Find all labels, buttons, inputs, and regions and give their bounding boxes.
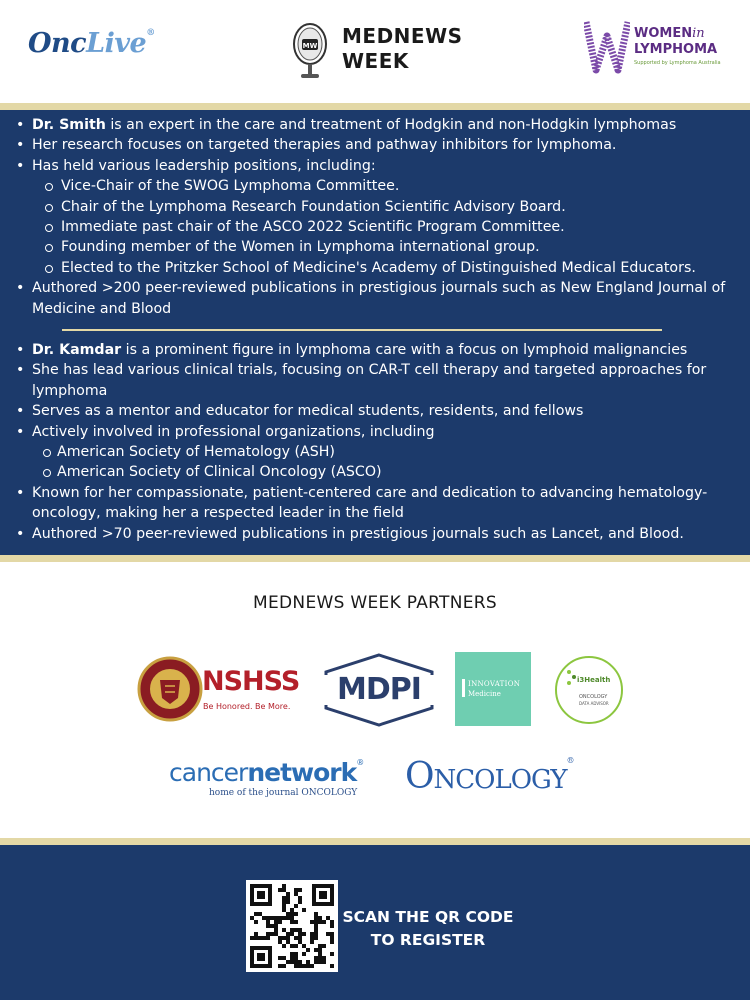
onclive-logo[interactable] — [28, 28, 155, 59]
smith-bullet-1 — [0, 115, 750, 135]
i3health-data-advisor: DATA ADVISOR — [579, 701, 609, 706]
mdpi-logo[interactable] — [322, 652, 436, 728]
cancer-network-subtitle: home of the journal ONCOLOGY — [209, 788, 358, 798]
cancer-network-reg: ® — [356, 758, 364, 767]
kamdar-bio-list — [0, 340, 750, 544]
kamdar-bullet-1-text: is a prominent figure in lymphoma care with a focus on lymphoid malignancies — [121, 342, 688, 358]
gold-divider-bottom — [0, 838, 750, 845]
smith-bio-list — [0, 115, 750, 319]
qr-code-icon[interactable] — [246, 880, 338, 972]
scan-line-1: SCAN THE QR CODE — [342, 908, 514, 926]
i3health-wordmark: i3Health — [577, 676, 611, 684]
cancer-word: cancer — [169, 758, 248, 787]
i3health-logo[interactable] — [555, 656, 623, 724]
network-word: network — [247, 758, 357, 787]
kamdar-name: Dr. Kamdar — [32, 342, 122, 358]
smith-bullet-1-text: is an expert in the care and treatment of Hodgkin and non-Hodgkin lymphomas — [105, 117, 677, 133]
partners-title: MEDNEWS WEEK PARTNERS — [253, 593, 497, 613]
nshss-wordmark: NSHSS — [202, 666, 300, 697]
smith-sub-4: Founding member of the Women in Lymphoma international group. — [0, 237, 750, 257]
week-word: WEEK — [342, 49, 409, 73]
innovation-word: INNOVATION — [468, 680, 521, 688]
kamdar-bullet-3: • Serves as a mentor and educator for medical students, residents, and fellows — [0, 401, 750, 421]
i3health-oncology: ONCOLOGY — [579, 694, 608, 700]
oncology-rest: NCOLOGY — [433, 765, 567, 795]
smith-bullet-4: • Authored >200 peer-reviewed publications in prestigious journals such as New England Journal of Medicine and Blood — [0, 278, 750, 319]
kamdar-sub-2: American Society of Clinical Oncology (ASCO) — [0, 462, 750, 482]
onclive-logo-onc: Onc — [28, 28, 87, 59]
wil-wordmark — [634, 26, 717, 58]
onclive-logo-live: Live — [86, 28, 147, 59]
oncology-reg: ® — [566, 756, 574, 765]
nshss-seal-icon — [137, 652, 203, 726]
microphone-icon — [288, 20, 332, 82]
kamdar-bullet-1 — [0, 340, 750, 360]
smith-sub-1: Vice-Chair of the SWOG Lymphoma Committee. — [0, 176, 750, 196]
nshss-logo[interactable] — [137, 652, 300, 726]
oncology-wordmark — [405, 756, 574, 797]
mednews-week-wordmark — [342, 24, 463, 74]
wil-women: WOMEN — [634, 26, 693, 41]
innovation-bar-icon — [462, 679, 465, 697]
svg-text:MW: MW — [302, 42, 318, 50]
mednews-word: MEDNEWS — [342, 24, 463, 48]
smith-sub-3: Immediate past chair of the ASCO 2022 Scientific Program Committee. — [0, 217, 750, 237]
cancer-network-wordmark — [169, 758, 363, 787]
nshss-tagline: Be Honored. Be More. — [203, 702, 291, 711]
mdpi-wordmark: MDPI — [337, 672, 421, 707]
medicine-word: Medicine — [468, 690, 501, 698]
bio-panel — [0, 110, 750, 555]
cancer-network-logo[interactable] — [166, 758, 372, 806]
wil-supported-by: Supported by Lymphoma Australia — [634, 60, 721, 66]
smith-sub-5: Elected to the Pritzker School of Medicine's Academy of Distinguished Medical Educators. — [0, 258, 750, 278]
smith-name: Dr. Smith — [32, 117, 106, 133]
header — [0, 0, 750, 103]
oncology-o: O — [405, 756, 434, 797]
scan-qr-text — [338, 906, 518, 952]
wil-in: in — [692, 26, 705, 41]
scan-line-2: TO REGISTER — [370, 931, 486, 949]
kamdar-bullet-6: • Authored >70 peer-reviewed publications in prestigious journals such as Lancet, and Blood. — [0, 524, 750, 544]
innovation-medicine-logo[interactable] — [455, 652, 531, 726]
gold-divider-middle — [0, 555, 750, 562]
onclive-logo-reg: ® — [146, 28, 155, 38]
smith-bullet-3: • Has held various leadership positions, including: — [0, 156, 750, 176]
kamdar-bullet-2: • She has lead various clinical trials, focusing on CAR-T cell therapy and targeted approaches for lymphoma — [0, 360, 750, 401]
bio-divider — [62, 329, 662, 331]
smith-sub-2: Chair of the Lymphoma Research Foundation Scientific Advisory Board. — [0, 197, 750, 217]
gold-divider-top — [0, 103, 750, 110]
kamdar-bullet-5: • Known for her compassionate, patient-centered care and dedication to advancing hematology-oncology, making her a respected leader in the field — [0, 483, 750, 524]
women-in-lymphoma-logo[interactable] — [584, 18, 744, 78]
smith-bullet-2: • Her research focuses on targeted therapies and pathway inhibitors for lymphoma. — [0, 135, 750, 155]
oncology-journal-logo[interactable] — [405, 756, 605, 800]
w-letter-icon — [584, 18, 630, 74]
kamdar-bullet-4: • Actively involved in professional organizations, including — [0, 422, 750, 442]
kamdar-sub-1: American Society of Hematology (ASH) — [0, 442, 750, 462]
mednews-week-logo[interactable] — [288, 18, 478, 82]
wil-lymphoma: LYMPHOMA — [634, 42, 718, 57]
